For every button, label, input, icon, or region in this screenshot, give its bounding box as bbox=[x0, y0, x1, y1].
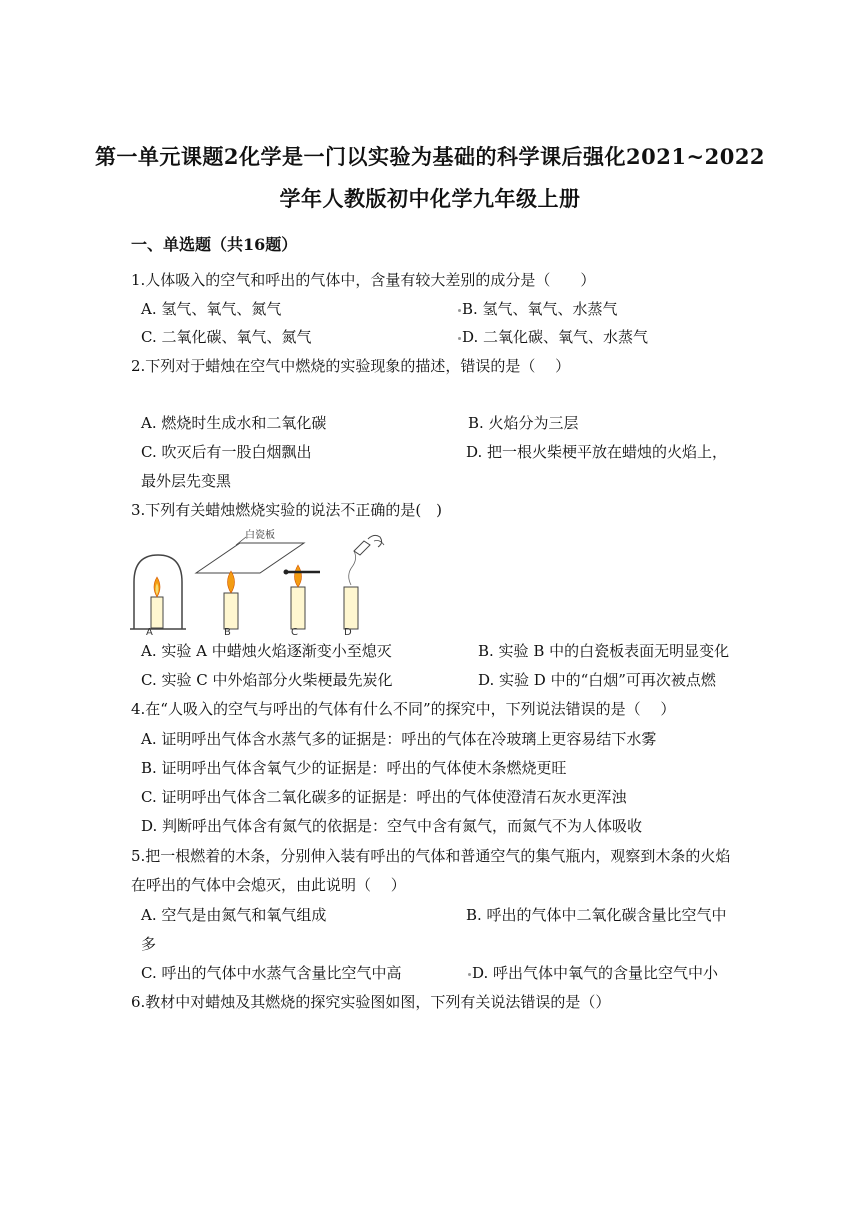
q4-stem: 4.在“人吸入的空气与呼出的气体有什么不同”的探究中，下列说法错误的是（ ） bbox=[131, 700, 676, 718]
q3-option-c: C. 实验 C 中外焰部分火柴梗最先炭化 bbox=[141, 671, 393, 689]
q5-option-c: C. 呼出的气体中水蒸气含量比空气中高 bbox=[141, 964, 402, 982]
figure-label-b: B bbox=[224, 627, 231, 637]
q2-option-b: B. 火焰分为三层 bbox=[468, 414, 579, 432]
q1-option-b: B. 氢气、氧气、水蒸气 bbox=[462, 300, 618, 318]
q2-option-d-line1: D. 把一根火柴梗平放在蜡烛的火焰上， bbox=[466, 443, 728, 461]
q3-option-a: A. 实验 A 中蜡烛火焰逐渐变小至熄灭 bbox=[141, 642, 392, 660]
figure-label-c: C bbox=[291, 627, 298, 637]
q2-option-a: A. 燃烧时生成水和二氧化碳 bbox=[141, 414, 327, 432]
marker-dot bbox=[458, 309, 461, 312]
q1-option-d: D. 二氧化碳、氧气、水蒸气 bbox=[462, 328, 649, 346]
figure-a-bell-jar bbox=[130, 555, 186, 629]
q4-option-b: B. 证明呼出气体含氧气少的证据是：呼出的气体使木条燃烧更旺 bbox=[141, 759, 567, 777]
q1-option-c: C. 二氧化碳、氧气、氮气 bbox=[141, 328, 312, 346]
q2-option-c: C. 吹灭后有一股白烟飘出 bbox=[141, 443, 312, 461]
figure-b-candle-board bbox=[196, 537, 304, 629]
q5-option-b-line2: 多 bbox=[141, 935, 157, 953]
q5-stem-line1: 5.把一根燃着的木条，分别伸入装有呼出的气体和普通空气的集气瓶内，观察到木条的火焰 bbox=[131, 847, 731, 865]
q5-option-d: D. 呼出气体中氧气的含量比空气中小 bbox=[472, 964, 719, 982]
q2-option-d-line2: 最外层先变黑 bbox=[141, 472, 232, 490]
q5-option-a: A. 空气是由氮气和氧气组成 bbox=[141, 906, 327, 924]
figure-label-d: D bbox=[344, 627, 352, 637]
q5-option-b-line1: B. 呼出的气体中二氧化碳含量比空气中 bbox=[466, 906, 727, 924]
figure-label-board: 白瓷板 bbox=[245, 530, 275, 541]
marker-dot bbox=[468, 973, 471, 976]
doc-title-line1: 第一单元课题2化学是一门以实验为基础的科学课后强化2021~2022 bbox=[94, 144, 766, 169]
q5-stem-line2: 在呼出的气体中会熄灭，由此说明（ ） bbox=[131, 876, 406, 894]
doc-title-line2: 学年人教版初中化学九年级上册 bbox=[279, 186, 581, 211]
q3-stem: 3.下列有关蜡烛燃烧实验的说法不正确的是( ) bbox=[131, 501, 443, 519]
q3-option-d: D. 实验 D 中的“白烟”可再次被点燃 bbox=[478, 671, 716, 689]
q4-option-c: C. 证明呼出气体含二氧化碳多的证据是：呼出的气体使澄清石灰水更浑浊 bbox=[141, 788, 627, 806]
marker-dot bbox=[458, 337, 461, 340]
q6-stem: 6.教材中对蜡烛及其燃烧的探究实验图如图，下列有关说法错误的是（） bbox=[131, 993, 611, 1011]
section-heading: 一、单选题（共16题） bbox=[131, 235, 298, 254]
q3-candle-figure bbox=[128, 527, 398, 637]
q4-option-d: D. 判断呼出气体含有氮气的依据是：空气中含有氮气，而氮气不为人体吸收 bbox=[141, 817, 643, 835]
q2-stem: 2.下列对于蜡烛在空气中燃烧的实验现象的描述，错误的是（ ） bbox=[131, 357, 571, 375]
q4-option-a: A. 证明呼出气体含水蒸气多的证据是：呼出的气体在冷玻璃上更容易结下水雾 bbox=[141, 730, 657, 748]
figure-label-a: A bbox=[146, 627, 153, 637]
figure-d-white-smoke bbox=[344, 535, 384, 629]
figure-c-candle-match bbox=[284, 565, 321, 629]
q1-stem: 1.人体吸入的空气和呼出的气体中，含量有较大差别的成分是（ ） bbox=[131, 271, 596, 289]
q1-option-a: A. 氢气、氧气、氮气 bbox=[141, 300, 282, 318]
q3-option-b: B. 实验 B 中的白瓷板表面无明显变化 bbox=[478, 642, 730, 660]
